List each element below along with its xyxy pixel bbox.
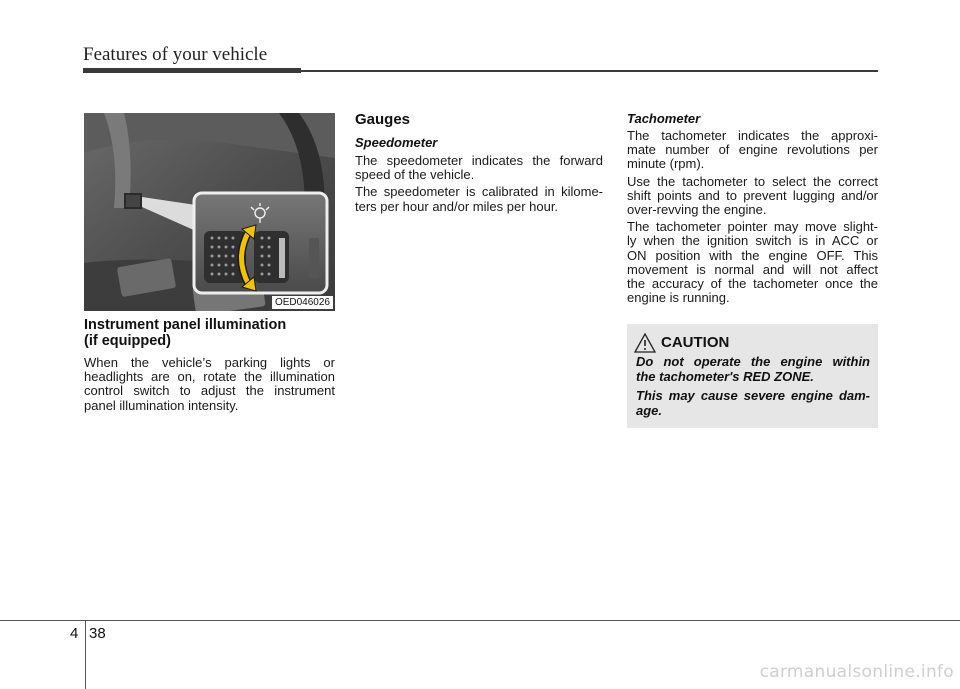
illumination-switch-photo (84, 113, 335, 311)
text-line: mate number of engine revolutions per (627, 142, 878, 158)
text-line: minute (rpm). (627, 156, 705, 172)
illumination-paragraph (84, 356, 335, 413)
footer-rule (0, 620, 960, 621)
text-line: shift points and to prevent lugging and/or (627, 187, 878, 203)
text-line: the tachometer's RED ZONE. (636, 369, 814, 384)
gauges-section (355, 112, 603, 214)
text-line: ters per hour and/or miles per hour. (355, 198, 559, 214)
text-line: age. (636, 403, 663, 418)
tachometer-paragraph-3 (627, 220, 878, 305)
text-line: control switch to adjust the instrument (84, 383, 335, 399)
text-line: speed of the vehicle. (355, 167, 475, 183)
text-line: headlights are on, rotate the illumination (84, 369, 335, 385)
illumination-section (84, 317, 335, 413)
dashboard-illustration (84, 113, 335, 311)
footer-divider (85, 620, 86, 689)
text-line: ON position with the engine OFF. This (627, 247, 878, 263)
chapter-number: 4 (70, 625, 79, 642)
text-line: The tachometer pointer may move slight- (627, 219, 878, 235)
page-header-title: Features of your vehicle (83, 44, 268, 65)
text-line: Do not operate the engine within (636, 354, 870, 369)
text-line: the accuracy of the tachometer once the (627, 276, 878, 292)
text-line: The tachometer indicates the approxi- (627, 128, 878, 143)
text-line: The speedometer indicates the forward (355, 153, 603, 168)
tachometer-paragraph-2 (627, 175, 878, 218)
caution-text-2 (636, 388, 870, 418)
speedometer-paragraph-2 (355, 185, 603, 213)
text-line: movement is normal and will not affect (627, 261, 878, 277)
heading-line: Instrument panel illumination (84, 317, 287, 333)
heading-line: (if equipped) (84, 333, 171, 349)
tachometer-section (627, 111, 878, 305)
figure-code: OED046026 (272, 296, 333, 309)
text-line: panel illumination intensity. (84, 397, 239, 413)
warning-triangle-icon (633, 332, 657, 354)
page-number: 38 (89, 625, 106, 642)
header-rule-thin (83, 70, 878, 72)
section-heading-gauges: Gauges (355, 111, 411, 128)
watermark-text: carmanualsonline.info (759, 662, 954, 682)
tachometer-paragraph-1 (627, 129, 878, 172)
caution-box (627, 324, 878, 428)
text-line: When the vehicle’s parking lights or (84, 355, 335, 370)
caution-title: CAUTION (661, 334, 730, 351)
text-line: over-revving the engine. (627, 202, 767, 218)
text-line: ly when the ignition switch is in ACC or (627, 233, 878, 249)
text-line: This may cause severe engine dam- (636, 388, 870, 403)
caution-text-1 (636, 354, 870, 384)
section-heading-illumination (84, 317, 335, 349)
subheading-speedometer: Speedometer (355, 135, 438, 150)
text-line: engine is running. (627, 290, 730, 306)
subheading-tachometer: Tachometer (627, 111, 701, 126)
speedometer-paragraph-1 (355, 154, 603, 182)
text-line: The speedometer is calibrated in kilome- (355, 184, 603, 200)
text-line: Use the tachometer to select the correct (627, 173, 878, 189)
